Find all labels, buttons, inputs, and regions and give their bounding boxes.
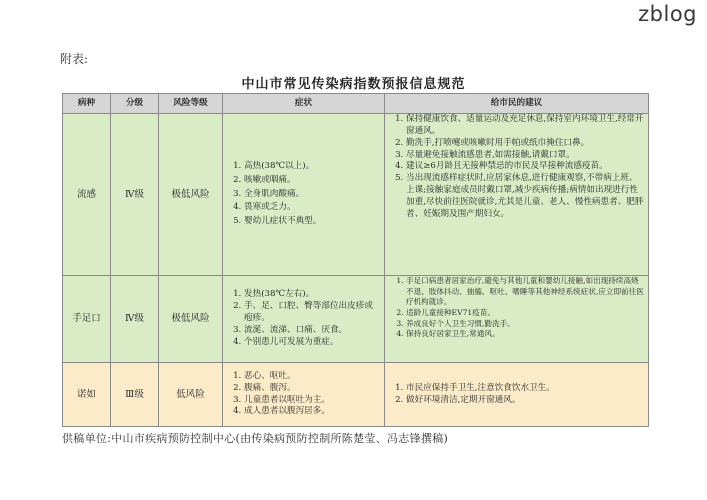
symptom-item: 2. 咳嗽或咽痛。	[244, 175, 381, 187]
symptom-item: 2. 腹痛、腹泻。	[244, 383, 381, 395]
advice-item: 3. 养成良好个人卫生习惯,勤洗手。	[406, 319, 645, 330]
symptoms-list	[226, 289, 381, 348]
advice-list	[388, 383, 645, 407]
advice-item: 1. 手足口病患者居家治疗,避免与其他儿童和婴幼儿接触,如出现持续高烧不退、肢体抖动、抽搐、呕吐、嗜睡等其他神经系统症状,应立即前往医疗机构就诊。	[406, 276, 645, 308]
column-header-symptoms: 症状	[223, 94, 385, 114]
column-header-disease: 病种	[63, 94, 111, 114]
risk-cell: 低风险	[159, 363, 223, 427]
disease-cell: 诺如	[63, 363, 111, 427]
symptom-item: 1. 高热(38℃以上)。	[244, 161, 381, 173]
column-header-advice: 给市民的建议	[385, 94, 649, 114]
symptom-item: 1. 发热(38℃左右)。	[244, 289, 381, 301]
table-row	[63, 114, 649, 276]
grade-cell: Ⅳ级	[111, 276, 159, 363]
symptoms-list	[226, 371, 381, 418]
symptoms-cell	[223, 363, 385, 427]
advice-list	[388, 114, 645, 221]
symptom-item: 4. 畏寒或乏力。	[244, 202, 381, 214]
symptom-item: 4. 个别患儿可发展为重症。	[244, 337, 381, 349]
column-header-risk: 风险等级	[159, 94, 223, 114]
disease-forecast-table	[62, 93, 649, 427]
symptoms-cell	[223, 276, 385, 363]
attachment-label: 附表:	[60, 52, 89, 66]
symptom-item: 3. 儿童患者以呕吐为主。	[244, 395, 381, 407]
advice-item: 1. 市民应保持手卫生,注意饮食饮水卫生。	[406, 383, 645, 395]
disease-cell: 流感	[63, 114, 111, 276]
risk-cell: 极低风险	[159, 114, 223, 276]
advice-item: 3. 尽量避免接触流感患者,如需接触,请戴口罩。	[406, 150, 645, 162]
disease-cell: 手足口	[63, 276, 111, 363]
advice-item: 4. 保持良好居家卫生,常通风。	[406, 329, 645, 340]
column-header-grade: 分级	[111, 94, 159, 114]
table-row	[63, 363, 649, 427]
watermark-logo: zblog	[638, 2, 697, 26]
advice-cell	[385, 114, 649, 276]
symptom-item: 3. 流涎、流涕、口痛、厌食。	[244, 325, 381, 337]
symptoms-list	[226, 161, 381, 228]
advice-item: 1. 保持健康饮食、适量运动及充足休息,保持室内环境卫生,经常开窗通风。	[406, 114, 645, 138]
risk-cell: 极低风险	[159, 276, 223, 363]
symptom-item: 2. 手、足、口腔、臀等部位出皮疹或疱疹。	[244, 301, 381, 325]
symptoms-cell	[223, 114, 385, 276]
symptom-item: 4. 成人患者以腹泻居多。	[244, 406, 381, 418]
symptom-item: 1. 恶心、呕吐。	[244, 371, 381, 383]
grade-cell: Ⅳ级	[111, 114, 159, 276]
advice-item: 2. 做好环境清洁,定期开窗通风。	[406, 395, 645, 407]
grade-cell: Ⅲ级	[111, 363, 159, 427]
source-note: 供稿单位:中山市疾病预防控制中心(由传染病预防控制所陈楚莹、冯志锋撰稿)	[62, 432, 449, 445]
table-header-row	[63, 94, 649, 114]
advice-cell	[385, 363, 649, 427]
advice-item: 5. 当出现流感样症状时,应居家休息,进行健康观察,不带病上班、上课;接触家庭成员时戴口罩,减少疾病传播;病情如出现进行性加重,尽快前往医院就诊,尤其是儿童、老人、慢性病患者、肥胖者、妊娠期及围产期妇女。	[406, 173, 645, 220]
advice-item: 2. 适龄儿童接种EV71疫苗。	[406, 308, 645, 319]
advice-cell	[385, 276, 649, 363]
advice-item: 2. 勤洗手,打喷嚏或咳嗽时用手帕或纸巾掩住口鼻。	[406, 138, 645, 150]
table-row	[63, 276, 649, 363]
symptom-item: 3. 全身肌肉酸痛。	[244, 189, 381, 201]
document-title: 中山市常见传染病指数预报信息规范	[241, 77, 466, 92]
advice-list	[388, 276, 645, 340]
advice-item: 4. 建议≥6月龄且无接种禁忌的市民及早接种流感疫苗。	[406, 161, 645, 173]
symptom-item: 5. 婴幼儿症状不典型。	[244, 216, 381, 228]
